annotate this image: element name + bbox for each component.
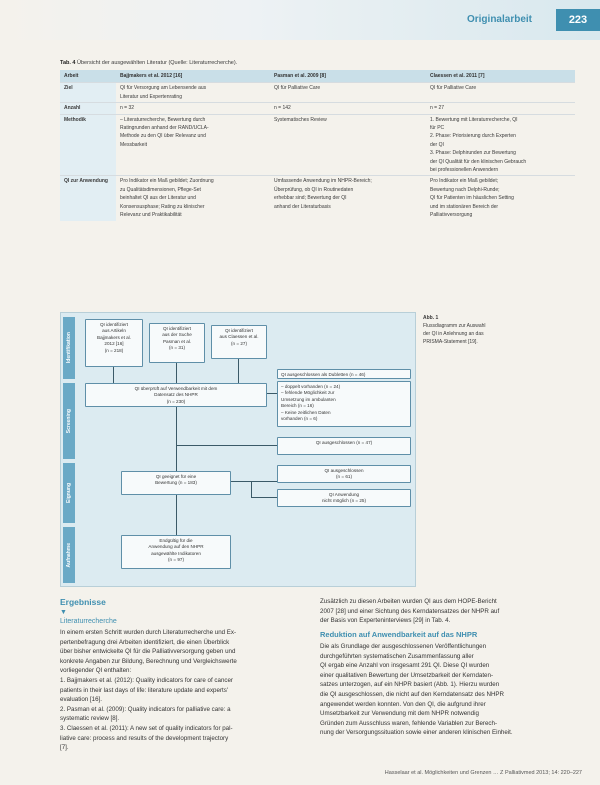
text-line: Datensatz des NHPR (154, 392, 198, 398)
text-line: QI ausgeschlossen (n = 47) (315, 440, 373, 445)
text-line: Zusätzlich zu diesen Arbeiten wurden QI aus dem HOPE-Bericht (320, 598, 497, 605)
table-row (60, 114, 575, 176)
text-line: – fehlende Möglichkeit zur (281, 390, 335, 396)
text-line: Gründen zum Ausschluss waren, fehlende Variablen zur Berech- (320, 719, 498, 727)
text-line: – Keine zeitlichen Daten (281, 409, 331, 415)
figure-caption (423, 314, 583, 346)
table-cell: n = 32 (116, 103, 270, 114)
table-row-header: Methodik (60, 114, 116, 176)
flow-arrow (176, 363, 177, 383)
table-row-header: Ziel (60, 83, 116, 103)
table-cell: QI für Palliative Care (270, 83, 426, 103)
text-line: 2. Pasman et al. (2009): Quality indicators for palliative care: a (60, 705, 231, 713)
flow-arrow (231, 481, 277, 482)
table-caption-text: Übersicht der ausgewählten Literatur (Quelle: Literaturrecherche). (77, 60, 238, 66)
text-line: – doppelt vorhanden (n = 24) (281, 384, 341, 389)
flow-arrow (113, 367, 114, 383)
text-line: durchgeführten systematischen Zusammenfassung aller (320, 652, 474, 660)
text-line: In einem ersten Schritt wurden durch Literaturrecherche und Ex- (60, 629, 237, 636)
text-line: der Basis von Experteninterviews [29] in Tab. 4. (320, 617, 451, 625)
text-line: die QI ausgeschlossen, die nicht auf den Kerndatensatz des NHPR (320, 690, 505, 698)
text-line: Pasman et al. (162, 338, 192, 344)
text-line: Die als Grundlage der ausgeschlossenen Veröffentlichungen (320, 643, 487, 650)
flow-diagram (60, 312, 416, 587)
table-row (60, 83, 575, 103)
text-line: Bewertung (n = 183) (155, 480, 197, 486)
text-line: Endgültig für die (159, 538, 193, 543)
table-column-header: Pasman et al. 2009 [8] (270, 70, 426, 83)
results-intro-paragraph (60, 628, 315, 676)
text-line: QI ausgeschlossen als Dubletten (n = 46) (281, 372, 366, 377)
table-header-row (60, 70, 575, 83)
text-line: 2012 [16] (104, 341, 124, 347)
table-row (60, 176, 575, 221)
text-line: (n = 230) (166, 398, 186, 404)
table-cell: Pro Indikator ein Maß gebildet; Zuordnung zu Qualitätsdimensionen, Pflege-Set beinhaltet QI aus der Literatur und Konsensusphase; Rating zu klinischer Relevanz und Praktikabilität (116, 176, 270, 221)
text-line: Bereich (n = 16) (281, 403, 314, 409)
flow-box-excluded-a (277, 465, 411, 483)
text-line: einer qualitativen Bewertung der Umsetzbarkeit der Kerndaten- (320, 671, 493, 679)
text-line: QI identifiziert (224, 328, 254, 333)
phase-label-inclusion: Aufnahme (63, 527, 75, 583)
text-line: PRISMA-Statement [19]. (423, 339, 478, 345)
text-line: QI überprüft auf Verwendbarkeit mit dem (134, 386, 218, 391)
results-heading: Ergebnisse (60, 597, 106, 607)
text-line: satzes unterzogen, auf ein NHPR basiert (Abb. 1). Hierzu wurden (320, 681, 500, 689)
page-footer-citation: Hasselaar et al. Möglichkeiten und Grenzen … Z Palliativmed 2013; 14: 220–227 (384, 770, 582, 776)
flow-box-source-c (211, 325, 267, 359)
text-line: 1. Bajjmakers et al. (2012): Quality indicators for care of cancer (60, 677, 233, 684)
phase-label-identification: Identifikation (63, 317, 75, 379)
flow-arrow (176, 495, 177, 535)
text-line: aus der Suche (162, 332, 192, 338)
text-line: konkrete Angaben zur Bildung, Berechnung und Vergleichswerte (60, 657, 237, 665)
table-row (60, 103, 575, 114)
text-line: (n = 218) (104, 347, 124, 353)
text-line: 2007 [28] und einer Sichtung des Kerndatensatzes der NHPR auf (320, 607, 500, 615)
table-column-header: Claessen et al. 2011 [7] (426, 70, 575, 83)
table-cell: n = 142 (270, 103, 426, 114)
page-number: 223 (556, 9, 600, 31)
flow-box-included (121, 535, 231, 569)
table-row-header: QI zur Anwendung (60, 176, 116, 221)
flow-arrow (176, 407, 177, 471)
table-cell: Umfassende Anwendung im NHPR-Bereich; Überprüfung, ob QI in Routinedaten erhebbar sind; Bewertung der QI anhand der Literaturbasis (270, 176, 426, 221)
table-cell: Systematisches Review (270, 114, 426, 176)
text-line: QI identifiziert (162, 326, 192, 331)
section-marker-icon: ▼ (60, 609, 67, 616)
text-line: [7]. (60, 744, 69, 752)
table-cell: 1. Bewertung mit Literaturrecherche, QI für PC 2. Phase: Priorisierung durch Experten der QI 3. Phase: Delphirunden zur Bewertung der QI Qualität für den klinischen Gebrauch bei professionellen Anwendern (426, 114, 575, 176)
text-line: nicht möglich (n = 25) (321, 498, 367, 504)
flow-box-source-a (85, 319, 143, 367)
flow-box-excluded-items (277, 381, 411, 427)
text-line: angewendet werden konnten. Von den QI, die aufgrund ihrer (320, 700, 486, 708)
table-column-header: Bajjmakers et al. 2012 [16] (116, 70, 270, 83)
flow-box-excluded-b (277, 489, 411, 507)
table-cell: – Literaturrecherche, Bewertung durch Ratingrunden anhand der RAND/UCLA- Methode zu den QI über Relevanz und Messbarkeit (116, 114, 270, 176)
table-cell: QI für Palliative Care (426, 83, 575, 103)
literature-table (60, 70, 575, 221)
reduction-heading: Reduktion auf Anwendbarkeit auf das NHPR (320, 630, 478, 639)
text-line: vorhanden (n = 6) (281, 416, 318, 422)
text-line: nung der Versorgungssituation sowie einer anderen klinischen Einheit. (320, 729, 513, 737)
text-line: Bajjmakers et al. (97, 334, 131, 340)
text-line: aus Claessen et al. (219, 334, 259, 340)
figure-caption-label: Abb. 1 (423, 315, 439, 321)
text-line: vorliegender QI enthalten: (60, 667, 132, 675)
table-cell: QI für Versorgung am Lebensende aus Literatur und Expertenrating (116, 83, 270, 103)
text-line: aus Artikeln (102, 328, 126, 334)
flow-arrow (251, 481, 252, 497)
results-right-paragraph (320, 597, 585, 626)
phase-label-eligibility: Eignung (63, 463, 75, 523)
flow-arrow (176, 445, 277, 446)
text-line: pertenbefragung drei Arbeiten identifiziert, die einen Überblick (60, 638, 230, 646)
table-row-header: Anzahl (60, 103, 116, 114)
flow-box-excluded-duplicates (277, 369, 411, 379)
flow-arrow (251, 497, 277, 498)
figure-caption-text (423, 322, 583, 346)
text-line: QI geeignet für eine (155, 474, 197, 479)
flow-box-source-b (149, 323, 205, 363)
phase-label-screening: Screening (63, 383, 75, 459)
table-cell: n = 27 (426, 103, 575, 114)
text-line: Umsetzbarkeit zur Verwendung mit dem NHPR notwendig (320, 710, 479, 718)
text-line: systematic review [8]. (60, 715, 120, 723)
text-line: liative care: process and results of the development trajectory (60, 734, 229, 742)
text-line: ausgewählte Indikatoren (151, 550, 201, 556)
text-line: (n = 27) (231, 340, 247, 346)
text-line: patients in their last days of life: literature update and experts' (60, 686, 228, 694)
text-line: Anwendung auf den NHPR (148, 544, 204, 550)
text-line: der QI in Anlehnung an das (423, 331, 484, 337)
flow-box-eligible (121, 471, 231, 495)
text-line: über bisher entwickelte QI für die Palliativversorgung geben und (60, 648, 236, 656)
literature-subheading: Literaturrecherche (60, 618, 117, 625)
text-line: 3. Claessen et al. (2011): A new set of quality indicators for pal- (60, 724, 233, 732)
text-line: (n = 97) (168, 557, 184, 563)
text-line: QI ausgeschlossen (324, 468, 364, 473)
text-line: QI ergab eine Anzahl von insgesamt 291 QI. Diese QI wurden (320, 662, 490, 670)
text-line: evaluation [16]. (60, 696, 102, 704)
table-cell: Pro Indikator ein Maß gebildet; Bewertung nach Delphi-Runde; QI für Patienten im häuslichen Setting und im stationären Bereich der Palliativversorgung (426, 176, 575, 221)
table-caption (60, 60, 237, 66)
flow-arrow (267, 393, 277, 394)
source-list (60, 676, 315, 753)
flow-arrow (238, 359, 239, 383)
table-caption-label: Tab. 4 (60, 60, 76, 66)
text-line: QI Anwendung (328, 492, 360, 497)
reduction-paragraph (320, 642, 585, 738)
text-line: (n = 31) (169, 345, 185, 351)
table-column-header: Arbeit (60, 70, 116, 83)
flow-box-excluded-fulltext (277, 437, 411, 455)
text-line: QI identifiziert (99, 322, 129, 327)
flow-box-screened (85, 383, 267, 407)
section-rubric: Originalarbeit (466, 14, 532, 25)
text-line: Umsetzung im ambulanten (281, 396, 336, 402)
text-line: (n = 61) (336, 474, 352, 480)
text-line: Flussdiagramm zur Auswahl (423, 323, 486, 329)
